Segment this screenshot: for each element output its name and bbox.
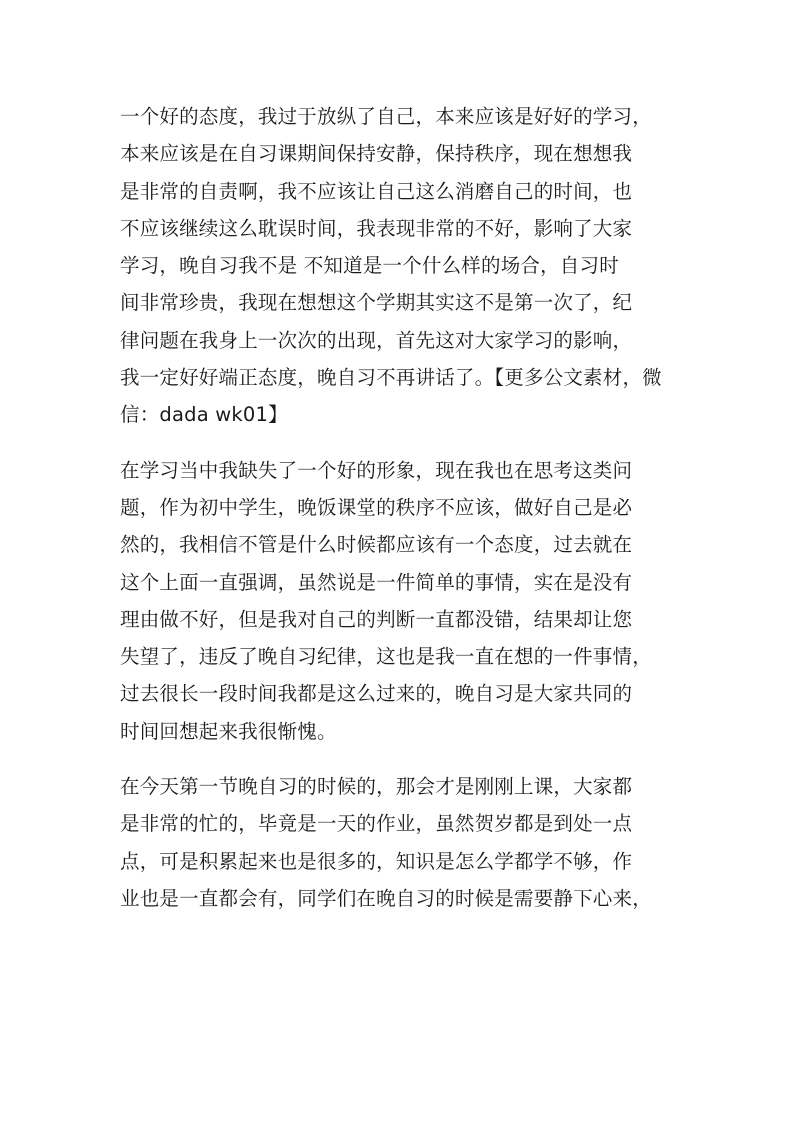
paragraph-3 xyxy=(120,768,676,917)
text-line: 是非常的自责啊，我不应该让自己这么消磨自己的时间，也 xyxy=(120,179,633,203)
text-line: 时间回想起来我很惭愧。 xyxy=(120,719,337,743)
text-line: 理由做不好，但是我对自己的判断一直都没错，结果却让您 xyxy=(120,607,633,631)
text-line: 信：dada wk01】 xyxy=(120,403,288,427)
text-line: 这个上面一直强调，虽然说是一件简单的事情，实在是没有 xyxy=(120,570,633,594)
text-line: 一个好的态度，我过于放纵了自己，本来应该是好好的学习， xyxy=(120,105,652,128)
text-line: 点，可是积累起来也是很多的，知识是怎么学都学不够，作 xyxy=(120,849,633,873)
paragraph-2 xyxy=(120,452,676,750)
text-line: 是非常的忙的，毕竟是一天的作业，虽然贺岁都是到处一点 xyxy=(120,812,633,836)
text-line: 学习，晚自习我不是 不知道是一个什么样的场合，自习时 xyxy=(120,254,619,278)
text-line: 在学习当中我缺失了一个好的形象，现在我也在思考这类问 xyxy=(120,458,633,482)
text-line: 不应该继续这么耽误时间，我表现非常的不好，影响了大家 xyxy=(120,216,633,240)
text-line: 失望了，违反了晚自习纪律，这也是我一直在想的一件事情， xyxy=(120,645,652,669)
paragraph-spacer xyxy=(120,434,676,452)
document-body xyxy=(120,98,676,917)
paragraph-1 xyxy=(120,98,676,434)
text-line: 本来应该是在自习课期间保持安静，保持秩序，现在想想我 xyxy=(120,142,633,166)
text-line: 题，作为初中学生，晚饭课堂的秩序不应该，做好自己是必 xyxy=(120,495,633,519)
text-line: 业也是一直都会有，同学们在晚自习的时候是需要静下心来， xyxy=(120,886,652,910)
text-line: 在今天第一节晚自习的时候的，那会才是刚刚上课，大家都 xyxy=(120,775,633,799)
text-line: 间非常珍贵，我现在想想这个学期其实这不是第一次了，纪 xyxy=(120,291,633,315)
text-line: 我一定好好端正态度，晚自习不再讲话了。【更多公文素材，微 xyxy=(120,366,662,390)
text-line: 过去很长一段时间我都是这么过来的，晚自习是大家共同的 xyxy=(120,682,633,706)
text-line: 然的，我相信不管是什么时候都应该有一个态度，过去就在 xyxy=(120,533,633,557)
paragraph-spacer xyxy=(120,750,676,768)
text-line: 律问题在我身上一次次的出现，首先这对大家学习的影响， xyxy=(120,328,633,352)
